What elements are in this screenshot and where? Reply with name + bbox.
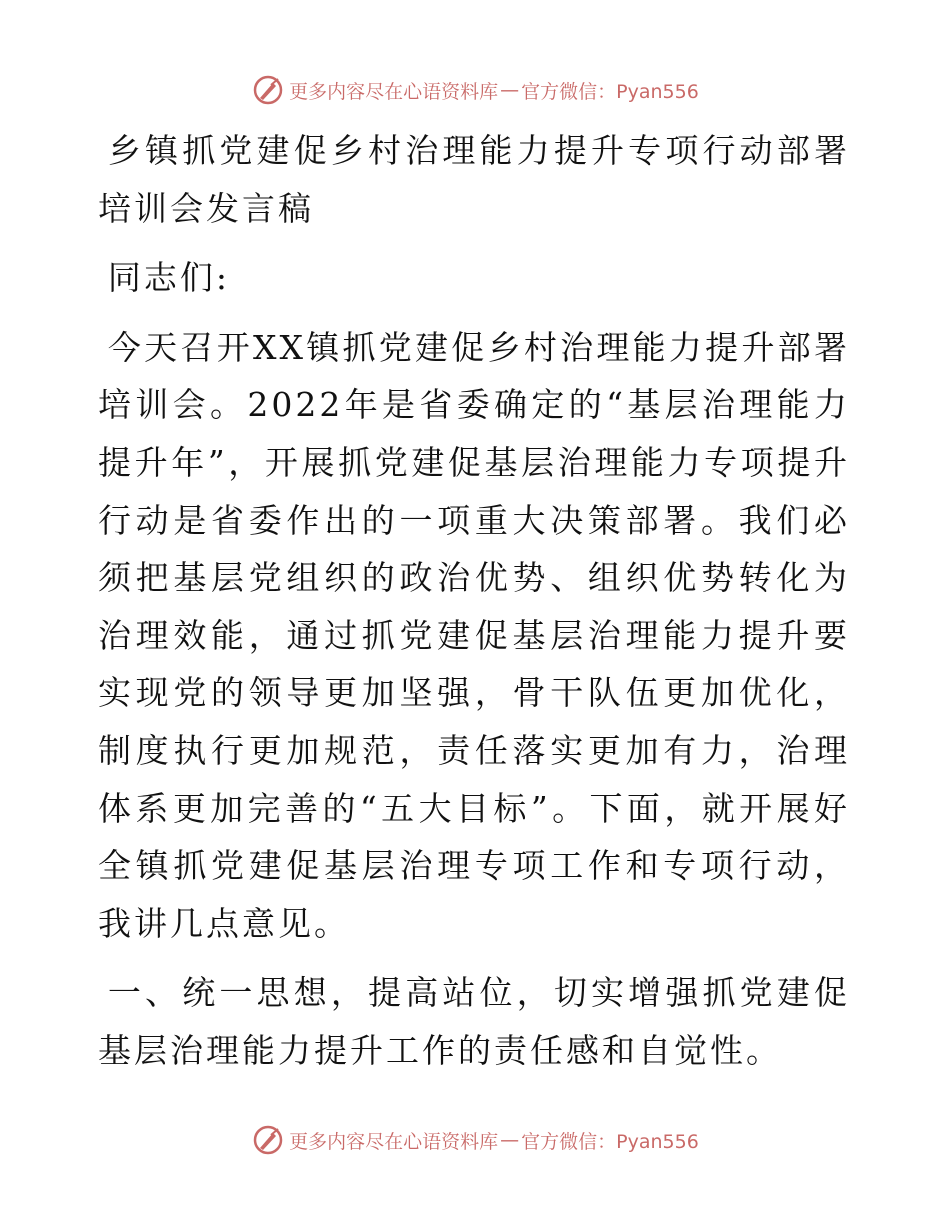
watermark-separator: —	[500, 79, 520, 101]
document-title: 乡镇抓党建促乡村治理能力提升专项行动部署培训会发言稿	[98, 131, 850, 228]
section-heading: 一、统一思想，提高站位，切实增强抓党建促基层治理能力提升工作的责任感和自觉性。	[98, 973, 850, 1070]
feather-pen-logo-icon	[251, 73, 285, 107]
watermark-separator: —	[500, 1129, 520, 1151]
watermark-text: 更多内容尽在心语资料库	[289, 80, 499, 103]
watermark-text: 更多内容尽在心语资料库	[289, 1130, 499, 1153]
feather-pen-logo-icon	[251, 1123, 285, 1157]
paragraph: 今天召开XX镇抓党建促乡村治理能力提升部署培训会。2022年是省委确定的“基层治理能力提升年”，开展抓党建促基层治理能力专项提升行动是省委作出的一项重大决策部署。我们必须把基层党组织的政治优势、组织优势转化为治理效能，通过抓党建促基层治理能力提升要实现党的领导更加坚强，骨干队伍更加优化，制度执行更加规范，责任落实更加有力，治理体系更加完善的“五大目标”。下面，就开展好全镇抓党建促基层治理专项工作和专项行动，我讲几点意见。	[98, 327, 850, 943]
footer-watermark	[0, 1122, 950, 1158]
watermark-wechat: 官方微信：Pyan556	[521, 1130, 699, 1153]
document-body	[98, 122, 850, 1080]
greeting: 同志们:	[107, 258, 231, 298]
header-watermark	[0, 72, 950, 108]
watermark-wechat: 官方微信：Pyan556	[521, 80, 699, 103]
